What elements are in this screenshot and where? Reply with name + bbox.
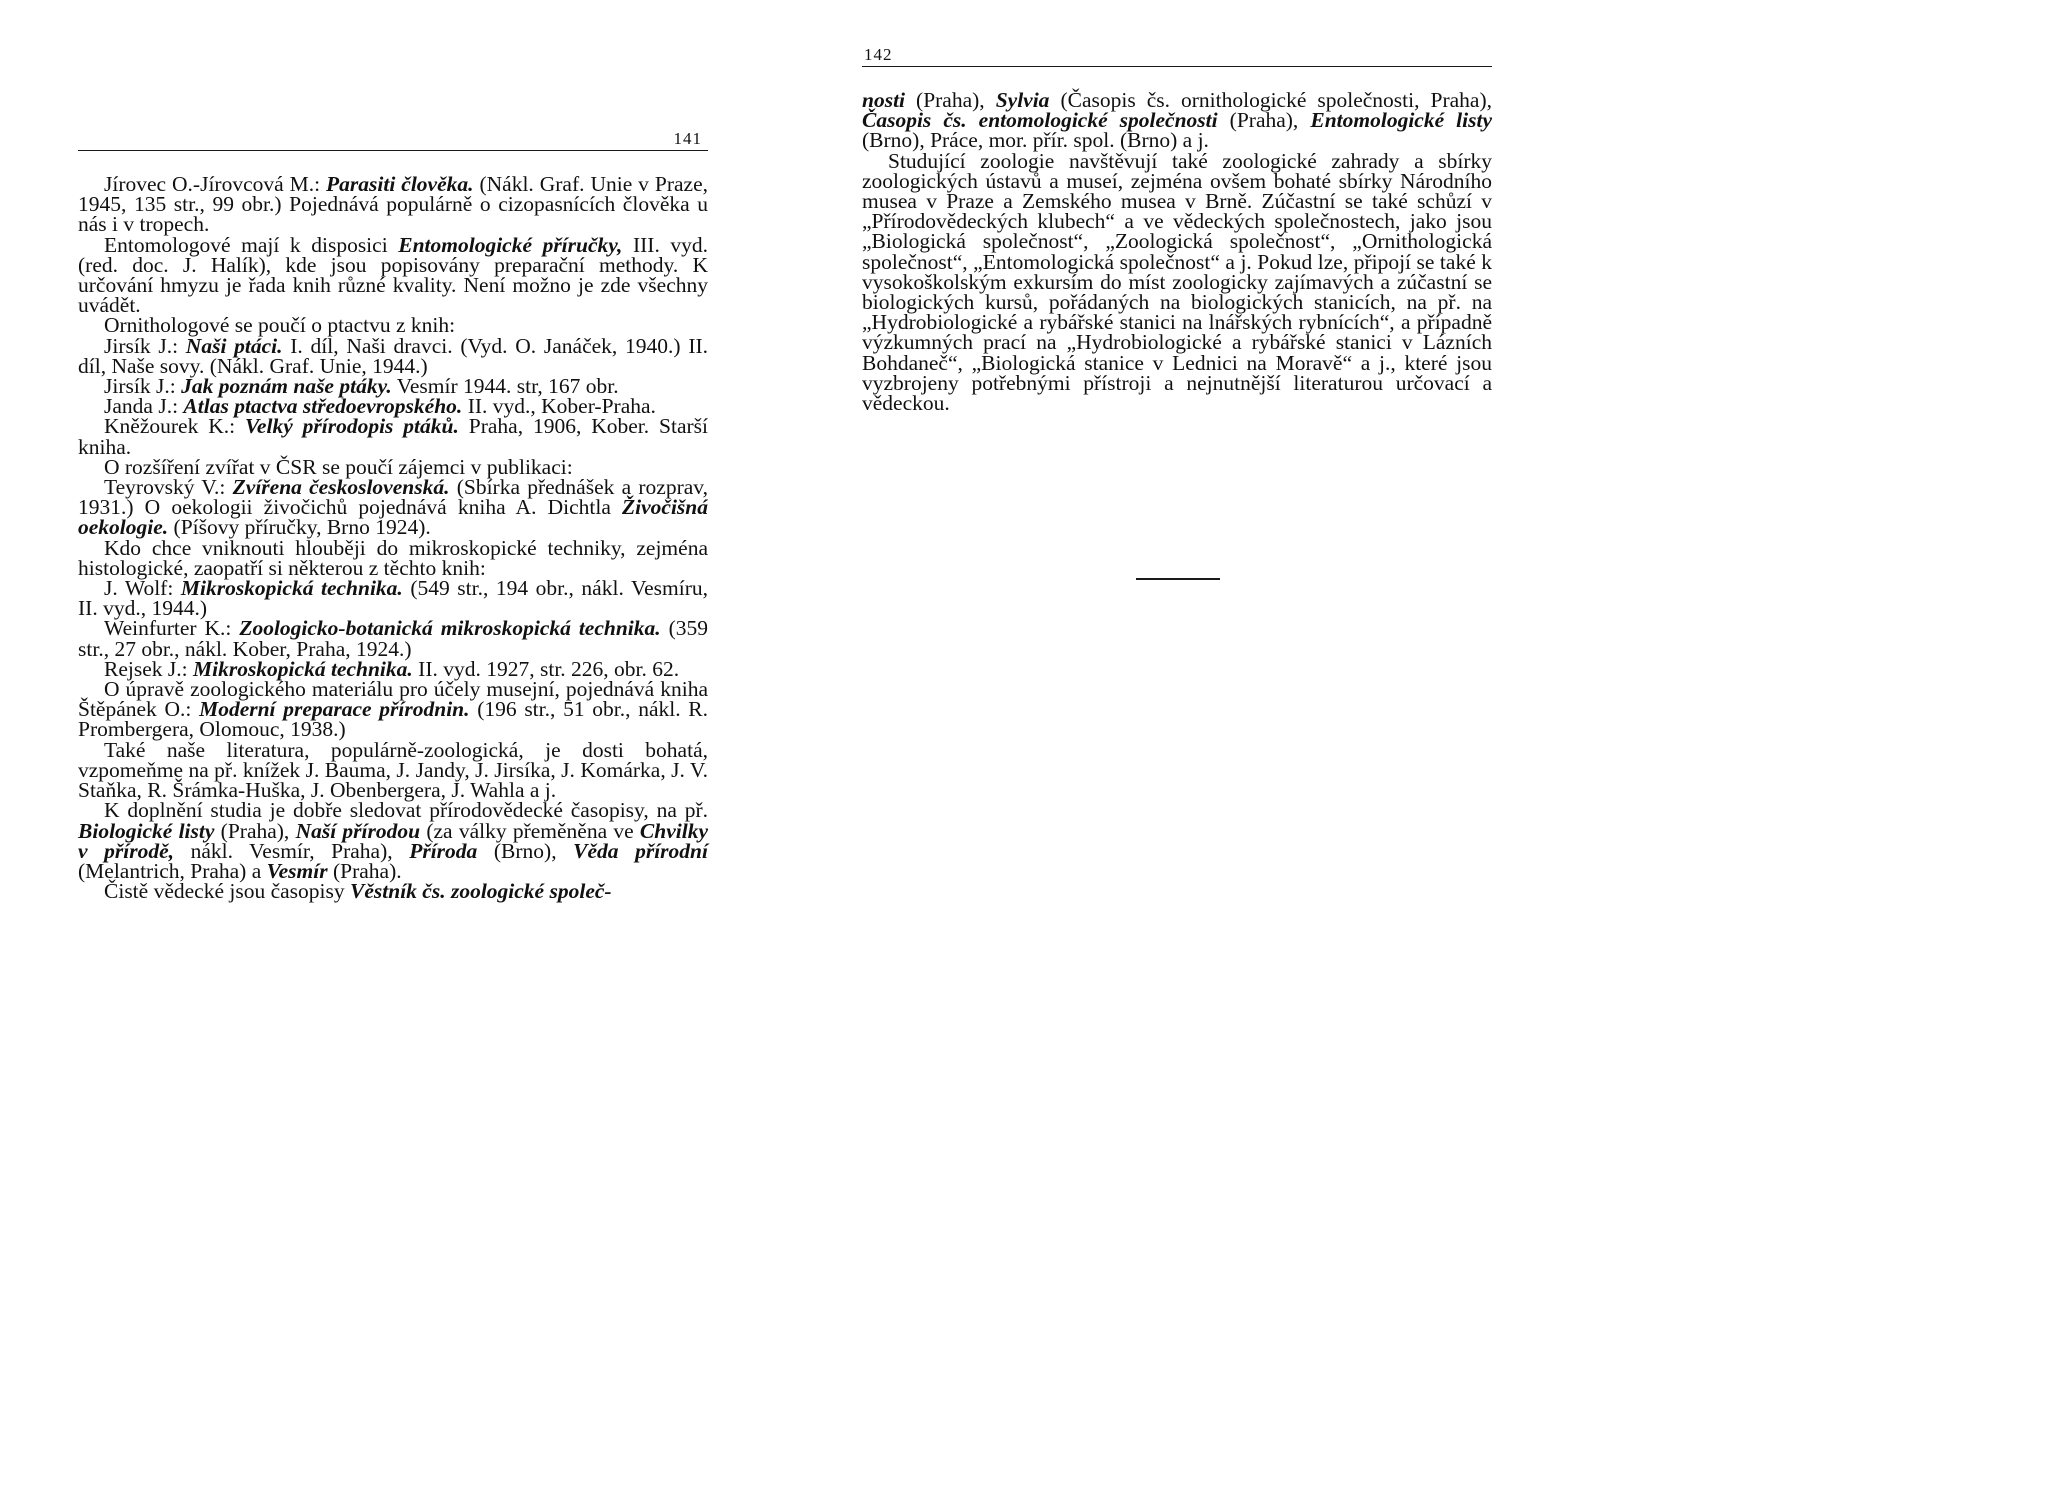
italic-title-run: Věstník čs. zoologické společ- xyxy=(350,879,612,904)
text-run: (Časopis čs. ornithologické společnosti, Praha), xyxy=(1049,88,1492,112)
text-run: Entomologové mají k disposici xyxy=(104,232,399,257)
text-run: (Melantrich, Praha) a xyxy=(78,858,267,883)
text-run: Jirsík J.: xyxy=(104,333,186,358)
paragraph-weinfurter xyxy=(78,616,708,661)
right-page xyxy=(862,0,1492,1126)
italic-title-run: Mikroskopická technika. xyxy=(192,656,413,681)
italic-title-run: Zoologicko-botanická mikroskopická technika. xyxy=(239,616,661,641)
italic-title-run: Entomologické listy xyxy=(1310,108,1493,133)
italic-title-run: Živočišná oekologie. xyxy=(78,495,708,540)
italic-title-run: Zvířena československá. xyxy=(232,475,450,500)
paragraph-ornithologove xyxy=(78,313,708,338)
paragraph-rozsireni xyxy=(78,454,708,479)
paragraph-rejsek xyxy=(78,656,708,681)
text-run: Čistě vědecké jsou časopisy xyxy=(104,879,351,904)
paragraph-nosti xyxy=(862,90,1492,151)
text-run: Také naše literatura, populárně-zoologická, je dosti bohatá, vzpomeňme na př. knížek J. Bauma, J. Jandy, J. Jirsíka, J. Komárka, J. V. Staňka, R. Šrámka-Huška, J. Obenbergera, J. Wahla a j. xyxy=(78,737,708,803)
text-run: K doplnění studia je dobře sledovat přírodovědecké časopisy, na př. xyxy=(104,798,708,823)
italic-title-run: Entomologické příručky, xyxy=(398,232,623,257)
text-run: (Sbírka přednášek a rozprav, 1931.) O oekologii živočichů pojednává kniha A. Dichtla xyxy=(78,475,709,520)
paragraph-uprave xyxy=(78,679,708,740)
italic-title-run: Sylvia xyxy=(995,88,1050,112)
text-run: O úpravě zoologického materiálu pro účely musejní, pojednává kniha Štěpánek O.: xyxy=(78,677,708,722)
paragraph-teyrovsky xyxy=(78,477,708,538)
text-run: (Brno), Práce, mor. přír. spol. (Brno) a j. xyxy=(862,128,1209,153)
text-run: nákl. Vesmír, Praha), xyxy=(174,838,410,863)
paragraph-jirsik-2 xyxy=(78,374,708,399)
italic-title-run: Parasiti člověka. xyxy=(326,172,474,196)
page-body xyxy=(78,172,709,904)
text-run: II. vyd. 1927, str. 226, obr. 62. xyxy=(412,656,680,681)
section-end-rule xyxy=(1136,578,1220,580)
text-run: Studující zoologie navštěvují také zoologické zahrady a sbírky zoologických ústavů a museí, zejména ovšem bohaté sbírky Národního musea v Praze a Zemského musea v Brně. Zúčastní se také schůzí v „Přírodovědeckých klubech“ a ve vědeckých společnostech, jako jsou „Biologická společnost“, „Zoologická společnost“, „Ornithologická společnost“, „Entomologická společnost“ a j. Pokud lze, připojí se také k vysokoškolským exkursím do míst zoologicky zajímavých a zúčastní se biologických kursů, pořádaných na biologických stanicích, na př. na „Hydrobiologické a rybářské stanici na lnářských rybnících“, a případně výzkumných prací na „Hydrobiologické a rybářské stanici v Lázních Bohdaneč“, „Biologická stanice v Lednici na Moravě“ a j., které jsou vyzbrojeny potřebnými přístroji a nejnutnější literaturou určovací a vědeckou. xyxy=(862,148,1492,416)
running-head xyxy=(78,128,708,151)
text-run: Teyrovský V.: xyxy=(104,475,233,500)
italic-title-run: Chvilky v přírodě, xyxy=(78,818,708,863)
text-run: Janda J.: xyxy=(104,394,184,419)
left-page xyxy=(78,0,708,1126)
text-run: (Praha). xyxy=(327,858,402,883)
text-run: I. díl, Naši dravci. (Vyd. O. Janáček, 1940.) II. díl, Naše sovy. (Nákl. Graf. Unie, 1944.) xyxy=(78,333,709,378)
text-run: II. vyd., Kober-Praha. xyxy=(462,394,656,419)
text-run: III. vyd. (red. doc. J. Halík), kde jsou popisovány preparační methody. K určování hmyzu je řada knih různé kvality. Není možno je zde všechny uvádět. xyxy=(78,232,708,318)
paragraph-take-nase xyxy=(78,737,708,803)
italic-title-run: Příroda xyxy=(409,838,478,863)
italic-title-run: Velký přírodopis ptáků. xyxy=(244,414,459,439)
text-run: Jirsík J.: xyxy=(104,374,182,399)
paragraph-jirsik-1 xyxy=(78,333,709,378)
text-run: Kdo chce vniknouti hlouběji do mikroskopické techniky, zejména histologické, zaopatří si některou z těchto knih: xyxy=(78,535,708,580)
paragraph-janda xyxy=(78,394,708,419)
page-number: 141 xyxy=(673,129,702,148)
text-run: Kněžourek K.: xyxy=(104,414,245,439)
text-run: Praha, 1906, Kober. Starší kniha. xyxy=(78,414,708,459)
paragraph-k-doplneni xyxy=(78,800,708,881)
text-run: Jírovec O.-Jírovcová M.: xyxy=(104,172,327,196)
italic-title-run: Mikroskopická technika. xyxy=(180,576,403,601)
text-run: (549 str., 194 obr., nákl. Vesmíru, II. vyd., 1944.) xyxy=(78,576,709,621)
paragraph-jirovec xyxy=(78,174,708,235)
paragraph-studujici xyxy=(862,148,1492,416)
italic-title-run: Věda přírodní xyxy=(573,838,708,863)
italic-title-run: Vesmír xyxy=(266,858,328,883)
text-run: Vesmír 1944. str, 167 obr. xyxy=(391,374,619,399)
paragraph-entomologove xyxy=(78,232,708,318)
italic-title-run: Naši ptáci. xyxy=(185,333,283,358)
text-run: (Praha), xyxy=(905,88,996,112)
italic-title-run: Atlas ptactva středoevropského. xyxy=(183,394,463,419)
text-run: (Brno), xyxy=(477,838,574,863)
text-run: J. Wolf: xyxy=(104,576,181,601)
text-run: (359 str., 27 obr., nákl. Kober, Praha, 1924.) xyxy=(78,616,708,661)
text-run: (Nákl. Graf. Unie v Praze, 1945, 135 str., 99 obr.) Pojednává populárně o cizopasnících člověka u nás i v tropech. xyxy=(78,172,709,237)
page-number: 142 xyxy=(864,45,893,64)
italic-title-run: Moderní preparace přírodnin. xyxy=(199,697,470,722)
text-run: Ornithologové se poučí o ptactvu z knih: xyxy=(104,313,456,338)
text-run: (196 str., 51 obr., nákl. R. Prombergera, Olomouc, 1938.) xyxy=(78,697,708,742)
text-run: (za války přeměněna ve xyxy=(420,818,640,843)
paragraph-knezourek xyxy=(78,414,708,459)
text-run: (Praha), xyxy=(1217,108,1311,133)
paragraph-wolf xyxy=(78,576,709,621)
italic-title-run: Jak poznám naše ptáky. xyxy=(181,374,392,399)
paragraph-ciste xyxy=(78,879,708,904)
italic-title-run: Biologické listy xyxy=(78,818,215,843)
italic-title-run: Naší přírodou xyxy=(295,818,421,843)
text-run: Weinfurter K.: xyxy=(104,616,240,641)
running-head xyxy=(862,44,1492,67)
text-run: O rozšíření zvířat v ČSR se poučí zájemci v publikaci: xyxy=(104,454,573,479)
italic-title-run: nosti xyxy=(862,88,906,112)
text-run: (Praha), xyxy=(214,818,296,843)
page-body xyxy=(862,88,1493,416)
paragraph-kdo-chce xyxy=(78,535,708,580)
text-run: Rejsek J.: xyxy=(104,656,193,681)
text-run: (Píšovy příručky, Brno 1924). xyxy=(168,515,431,540)
italic-title-run: Časopis čs. entomologické společnosti xyxy=(862,108,1218,133)
